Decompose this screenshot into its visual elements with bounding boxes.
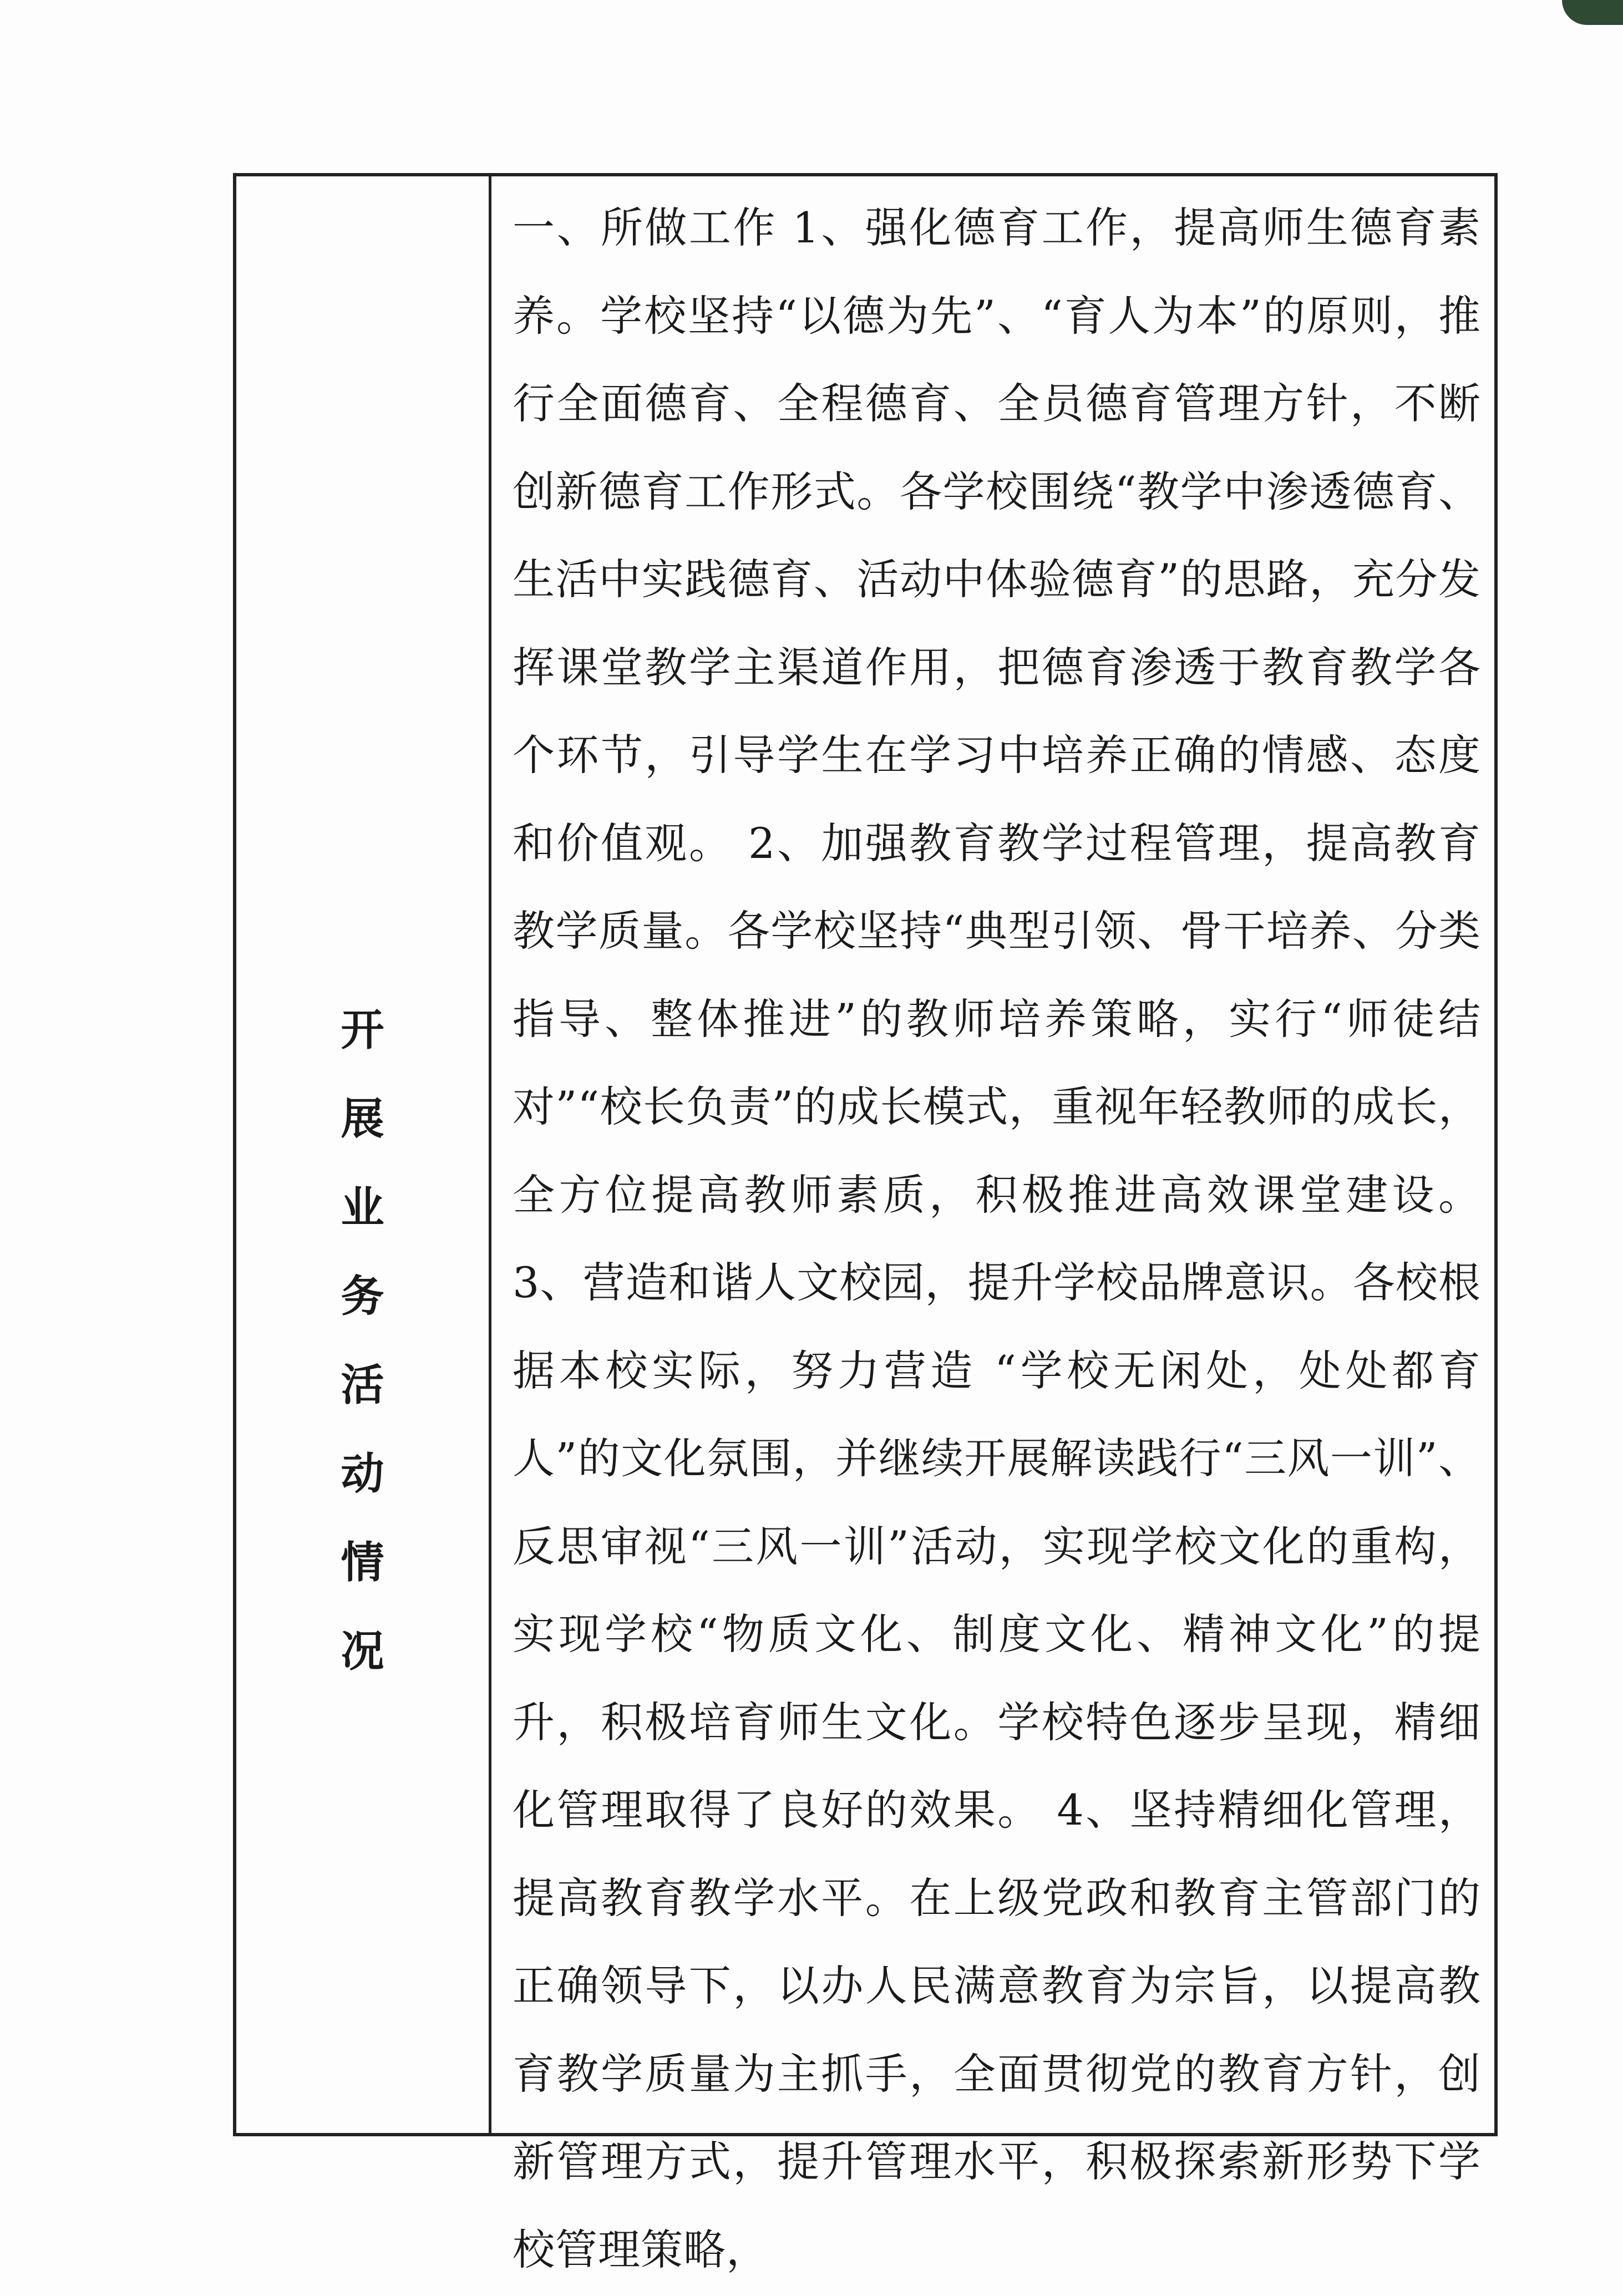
content-cell <box>491 176 1494 2274</box>
row-label-cell <box>236 176 491 2133</box>
activity-report-table <box>233 173 1498 2274</box>
row-label: 开展业务活动情况 <box>341 1005 384 1677</box>
corner-tab-mark <box>1562 0 1623 25</box>
content-paragraph: 一、所做工作 1、强化德育工作，提高师生德育素养。学校坚持“以德为先”、“育人为本”的原则，推行全面德育、全程德育、全员德育管理方针，不断创新德育工作形式。各学校围绕“教学中渗透德育、生活中实践德育、活动中体验德育”的思路，充分发挥课堂教学主渠道作用，把德育渗透于教育教学各个环节，引导学生在学习中培养正确的情感、态度和价值观。 2、加强教育教学过程管理，提高教育教学质量。各学校坚持“典型引领、骨干培养、分类指导、整体推进”的教师培养策略，实行“师徒结对”“校长负责”的成长模式，重视年轻教师的成长，全方位提高教师素质，积极推进高效课堂建设。 3、营造和谐人文校园，提升学校品牌意识。各校根据本校实际，努力营造 “学校无闲处，处处都育人”的文化氛围，并继续开展解读践行“三风一训”、反思审视“三风一训”活动，实现学校文化的重构，实现学校“物质文化、制度文化、精神文化”的提升，积极培育师生文化。学校特色逐步呈现，精细化管理取得了良好的效果。 4、坚持精细化管理，提高教育教学水平。在上级党政和教育主管部门的正确领导下，以办人民满意教育为宗旨，以提高教育教学质量为主抓手，全面贯彻党的教育方针，创新管理方式，提升管理水平，积极探索新形势下学校管理策略， <box>513 203 1481 2274</box>
